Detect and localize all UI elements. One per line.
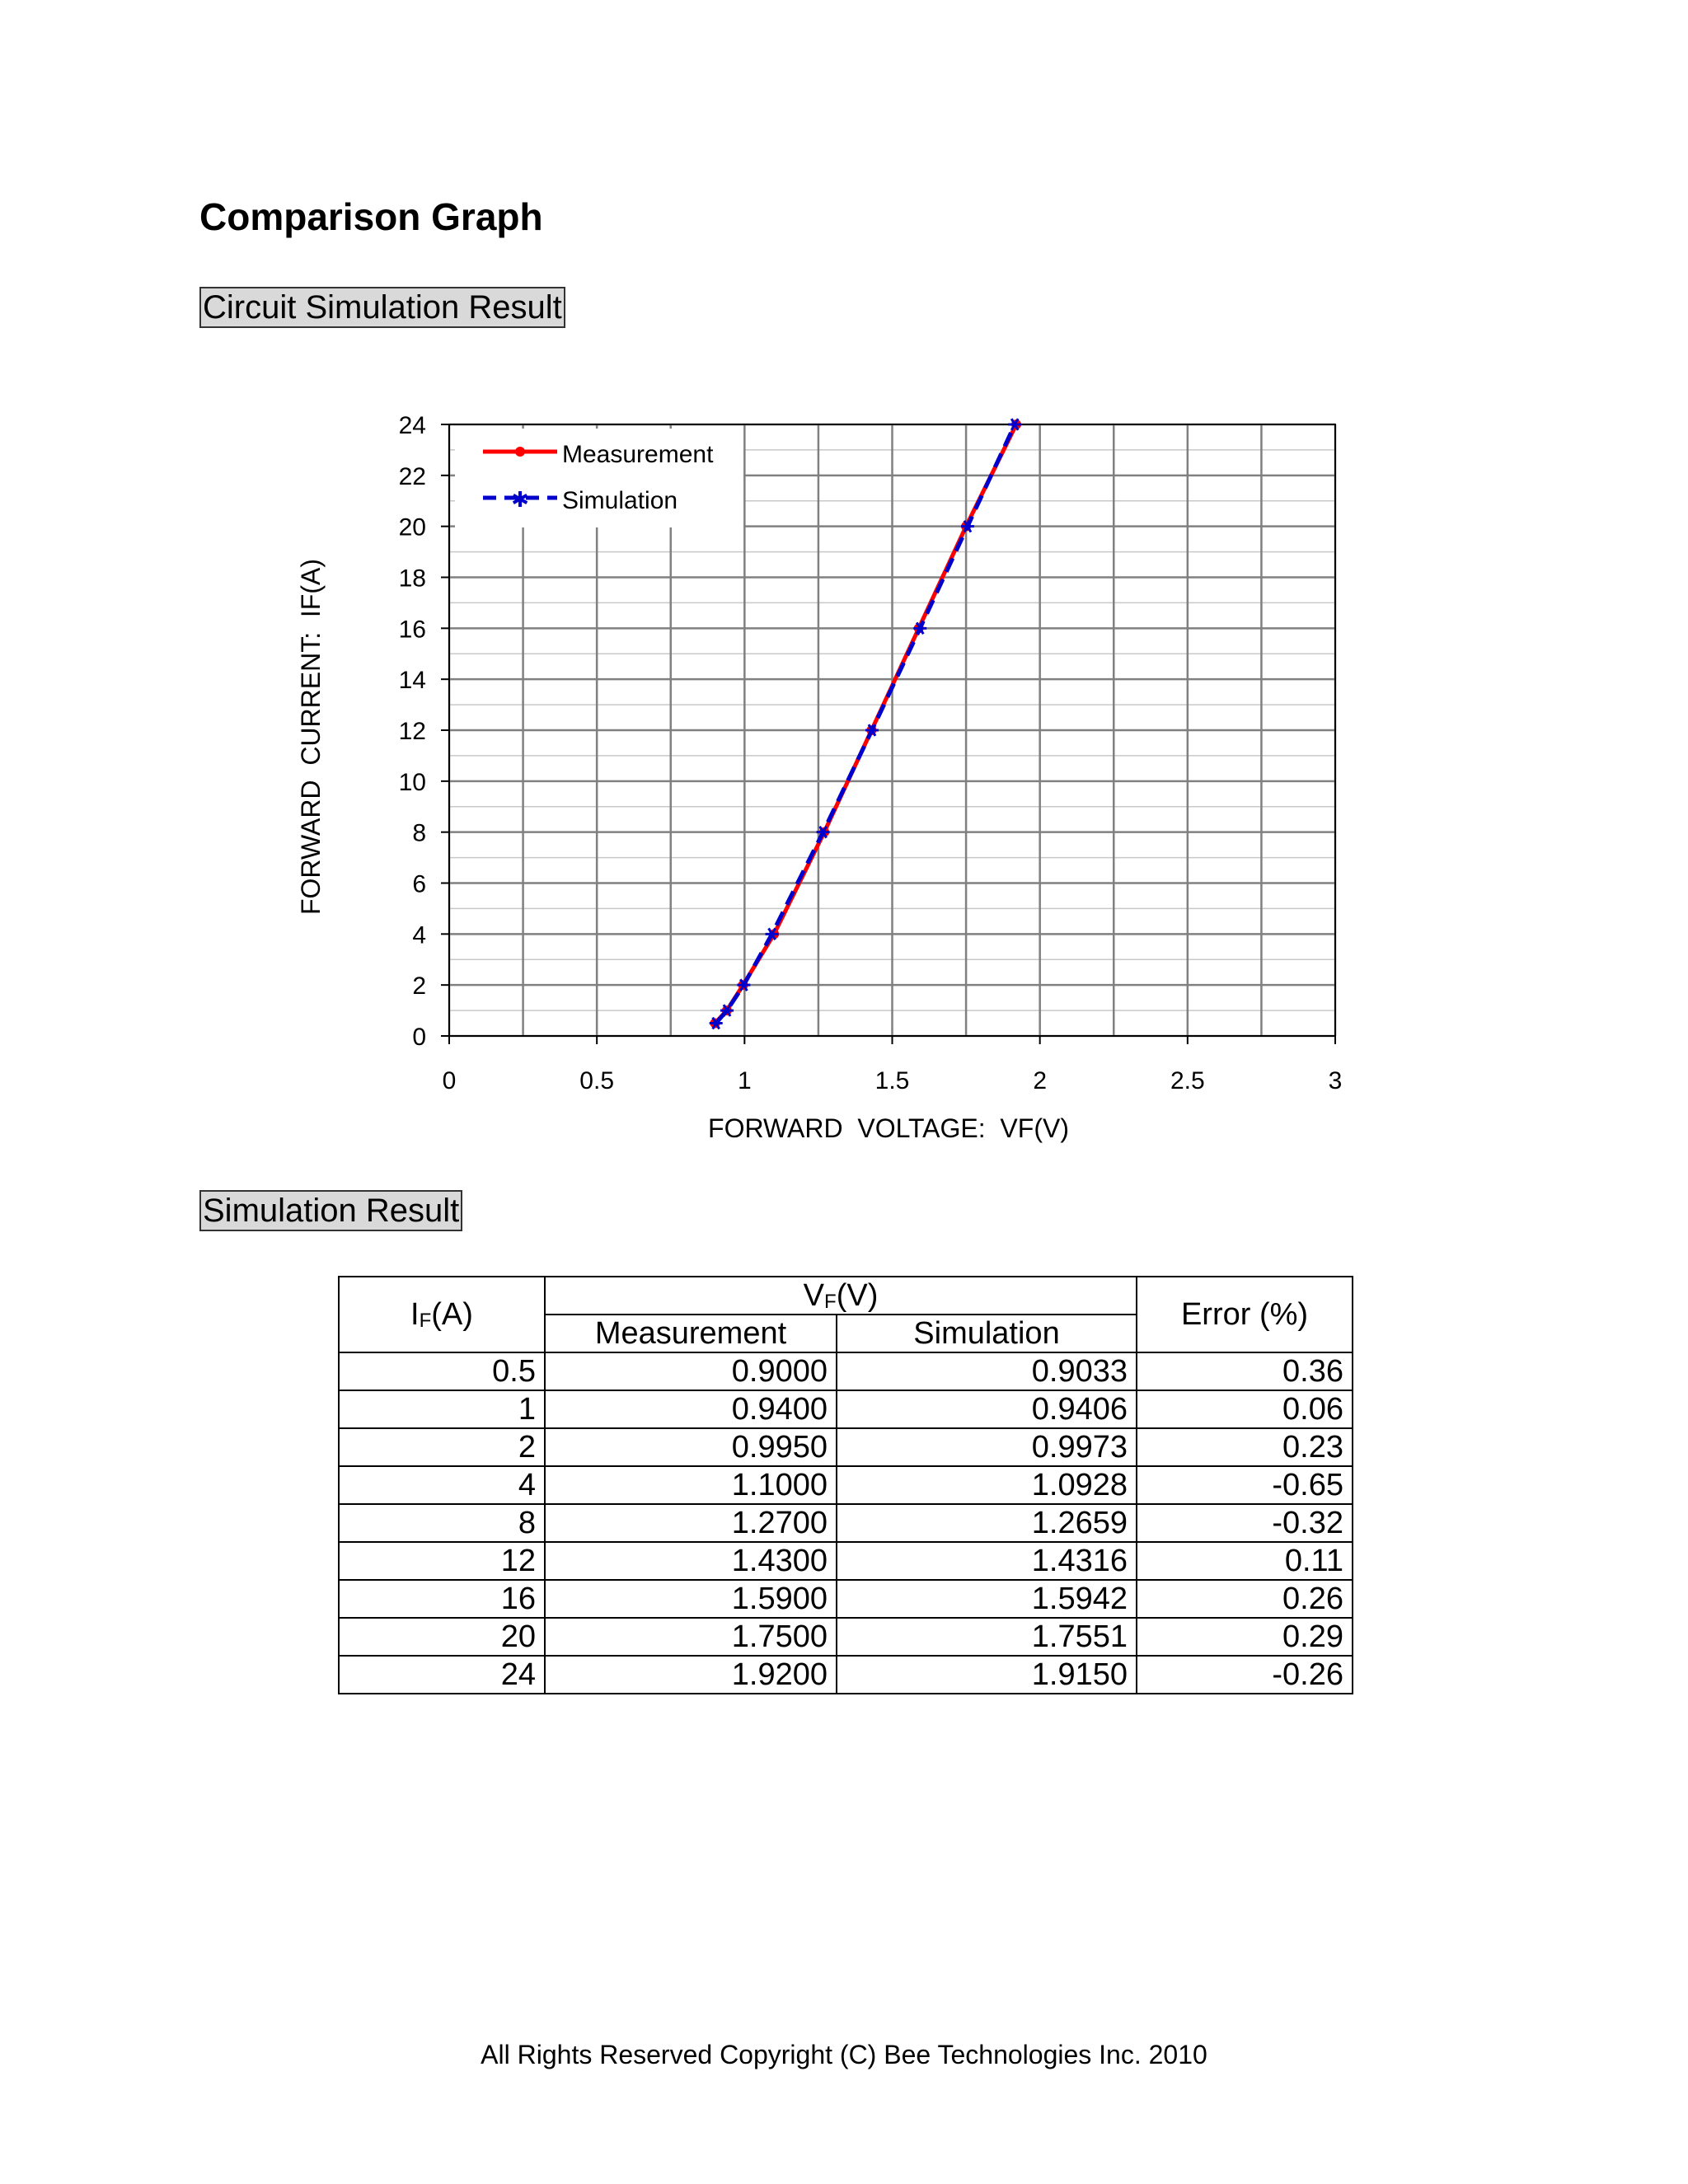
table-cell-err: 0.26: [1137, 1580, 1353, 1618]
table-cell-sim: 0.9973: [837, 1428, 1137, 1466]
y-tick-label: 2: [412, 972, 426, 1001]
header-simulation: Simulation: [837, 1315, 1137, 1352]
table-cell-if: 24: [339, 1656, 545, 1694]
table-cell-sim: 0.9033: [837, 1352, 1137, 1390]
x-tick-label: 1: [737, 1067, 752, 1094]
table-cell-err: 0.23: [1137, 1428, 1353, 1466]
x-tick-label: 2.5: [1170, 1067, 1205, 1094]
section-heading-simulation-result: Simulation Result: [199, 1190, 462, 1231]
table-row: [339, 1656, 1353, 1694]
table-cell-sim: 0.9406: [837, 1390, 1137, 1428]
x-tick-label: 0: [442, 1067, 457, 1094]
table-row: [339, 1466, 1353, 1504]
table-cell-if: 12: [339, 1542, 545, 1580]
chart-series: [710, 419, 1022, 1029]
copyright-footer: All Rights Reserved Copyright (C) Bee Technologies Inc. 2010: [481, 2040, 1207, 2069]
table-cell-if: 2: [339, 1428, 545, 1466]
y-tick-label: 24: [398, 412, 426, 439]
y-tick-label: 10: [398, 768, 426, 796]
table-cell-meas: 1.7500: [545, 1618, 837, 1656]
y-tick-label: 8: [412, 819, 426, 847]
table-cell-err: 0.29: [1137, 1618, 1353, 1656]
y-tick-label: 0: [412, 1024, 426, 1051]
section-heading-circuit-simulation: Circuit Simulation Result: [199, 287, 565, 328]
y-tick-label: 18: [398, 565, 426, 593]
header-if: $I_F(A)$: [339, 1277, 545, 1352]
x-tick-label: 3: [1328, 1067, 1343, 1094]
table-cell-sim: 1.2659: [837, 1504, 1137, 1542]
table-cell-meas: 1.5900: [545, 1580, 837, 1618]
table-row: [339, 1542, 1353, 1580]
header-error: Error (%): [1137, 1277, 1353, 1352]
y-tick-label: 4: [412, 921, 426, 949]
x-tick-label: 1.5: [874, 1067, 910, 1094]
y-tick-label: 12: [398, 718, 426, 745]
y-tick-label: 20: [398, 513, 426, 541]
table-cell-if: 4: [339, 1466, 545, 1504]
y-tick-label: 14: [398, 667, 426, 695]
table-cell-if: 16: [339, 1580, 545, 1618]
table-cell-err: 0.11: [1137, 1542, 1353, 1580]
table-cell-sim: 1.7551: [837, 1618, 1137, 1656]
x-tick-label: 2: [1033, 1067, 1048, 1094]
x-tick-label: 0.5: [579, 1067, 615, 1094]
table-cell-meas: 0.9400: [545, 1390, 837, 1428]
header-vf: $V_F(V)$: [545, 1277, 1137, 1315]
chart-legend: [455, 429, 743, 527]
table-row: [339, 1428, 1353, 1466]
legend-simulation-marker: ✱: [511, 488, 529, 513]
table-cell-meas: 1.4300: [545, 1542, 837, 1580]
table-cell-err: 0.06: [1137, 1390, 1353, 1428]
table-row: [339, 1390, 1353, 1428]
table-cell-meas: 1.2700: [545, 1504, 837, 1542]
table-cell-sim: 1.0928: [837, 1466, 1137, 1504]
table-cell-sim: 1.9150: [837, 1656, 1137, 1694]
table-cell-meas: 1.9200: [545, 1656, 837, 1694]
y-tick-label: 6: [412, 870, 426, 898]
results-table-body: [339, 1352, 1353, 1694]
table-cell-if: 0.5: [339, 1352, 545, 1390]
y-tick-label: 22: [398, 462, 426, 490]
table-cell-err: -0.65: [1137, 1466, 1353, 1504]
table-cell-if: 20: [339, 1618, 545, 1656]
table-cell-meas: 0.9000: [545, 1352, 837, 1390]
table-cell-err: 0.36: [1137, 1352, 1353, 1390]
results-table: [338, 1276, 1353, 1694]
table-cell-err: -0.32: [1137, 1504, 1353, 1542]
table-cell-sim: 1.4316: [837, 1542, 1137, 1580]
table-row: [339, 1580, 1353, 1618]
page-title: Comparison Graph: [199, 195, 543, 238]
table-cell-meas: 0.9950: [545, 1428, 837, 1466]
legend-measurement-label: Measurement: [562, 441, 714, 468]
table-row: [339, 1504, 1353, 1542]
table-cell-if: 1: [339, 1390, 545, 1428]
legend-measurement-marker: [515, 447, 525, 457]
x-axis-label: FORWARD VOLTAGE: VF(V): [708, 1113, 1069, 1143]
table-cell-sim: 1.5942: [837, 1580, 1137, 1618]
header-measurement: Measurement: [545, 1315, 837, 1352]
legend-simulation-label: Simulation: [562, 487, 678, 514]
y-tick-label: 16: [398, 616, 426, 644]
table-cell-meas: 1.1000: [545, 1466, 837, 1504]
table-cell-if: 8: [339, 1504, 545, 1542]
y-axis-label: FORWARD CURRENT: IF(A): [296, 559, 326, 915]
table-row: [339, 1618, 1353, 1656]
table-cell-err: -0.26: [1137, 1656, 1353, 1694]
table-row: [339, 1352, 1353, 1390]
